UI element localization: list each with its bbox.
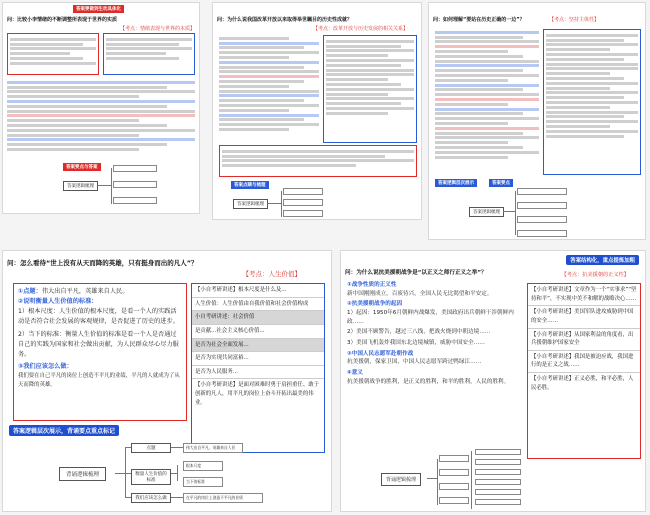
n1: 【小自考研讲述】文章作为一个“实事求”“坚持和平”，不实现中美不和解的战略决心…… — [528, 284, 640, 306]
panel-top-right — [428, 2, 646, 240]
l2: 新中国刚刚成立，百废待兴，全国人民无比渴望和平安定。 — [347, 290, 493, 297]
panel2-mindmap-center: 答案逻辑梳理 — [233, 199, 268, 209]
panel1-note-box — [103, 33, 195, 75]
note-1: 【小自考研讲述】根本尺度是什么及... — [192, 284, 324, 298]
panel-bottom-right — [340, 250, 646, 512]
l5: 2）美国不顾警告，越过三八线，把战火烧到中朝边境…… — [347, 329, 491, 336]
panel2-question: 问：为什么说我国改革开放以来取得举世瞩目的历史性成就？ — [217, 17, 353, 23]
note-7: 是否为人民服务... — [192, 366, 324, 380]
panel2-tag-bottom: 答案点睛与梳理 — [231, 181, 269, 189]
p5-label: ③我们应该怎么做： — [18, 363, 73, 371]
mm-leaf-b2: 当下的标准 — [183, 477, 223, 487]
panel1-answer-box — [7, 33, 99, 75]
panel5-mm-leaf — [439, 497, 469, 504]
panel1-kaodian: 【考点：情绪表现与世界的本质】 — [119, 26, 195, 32]
panel5-mm-subleaf — [475, 469, 521, 475]
panel2-mm-leaf — [283, 188, 323, 195]
n3: 【小自考研讲述】从国家利益的角度看，出兵援朝维护国家安全 — [528, 329, 640, 351]
l6: 3）美国飞机轰炸我国东北边境城镇，威胁中国安全…… — [347, 339, 485, 346]
mm-node-c: 我们应该怎么做 — [131, 493, 171, 503]
panel4-kaodian: 【考点：人生价值】 — [242, 270, 301, 278]
note-8: 【小自考研讲述】是面对困难时勇于肩担重任、敢于创新的凡人，用平凡的岗位上奋斗开拓出最美的伟业。 — [195, 382, 319, 406]
panel1-mm-leaf — [113, 165, 157, 172]
tag-top: 答案要做到生动具体化 — [73, 5, 124, 13]
note-2: 人生价值：人生价值由自我价值和社会价值构成 — [192, 298, 324, 312]
panel3-mm-leaf — [517, 216, 567, 223]
panel5-mm-leaf — [439, 483, 469, 490]
panel5-mm-subleaf — [475, 499, 521, 505]
panel-bottom-left — [2, 250, 332, 512]
p3-text: 1）根本尺度：人生价值的根本尺度，是看一个人的实践活动是否符合社会发展的客观规律，是否促进了历史的进步。 — [18, 307, 179, 325]
p4-text: 2）当下的标准：衡量人生价值的标准是看一个人是否通过自己的实践为国家和社会做出贡献，为人民群众尽心尽力服务。 — [18, 330, 179, 358]
panel1-question: 问：比较小李情绪的不断调整所表现于世界的实质 — [7, 17, 118, 23]
l9: ④意义 — [347, 369, 363, 376]
panel5-kaodian: 【考点：抗美援朝的正义性】 — [561, 272, 629, 278]
panel4-question: 问：怎么看待“世上没有从天而降的英雄，只有挺身而出的凡人”？ — [7, 259, 198, 267]
n4: 【小自考研讲述】我国是被迫应战，我国进行的是正义之战…… — [528, 351, 640, 373]
panel5-mm-leaf — [439, 469, 469, 476]
panel3-mm-leaf — [517, 230, 567, 237]
panel5-question: 问：为什么说抗美援朝战争是“以正义之师行正义之举”？ — [345, 270, 487, 276]
n2: 【小自考研讲述】美国军队进攻威胁到中国的安全…… — [528, 306, 640, 328]
tag-bottom: 答案要点与答案 — [63, 163, 101, 171]
panel-top-left — [2, 2, 200, 214]
panel1-body — [7, 79, 195, 153]
panel5-mm-subleaf — [475, 459, 521, 465]
panel3-mindmap-center: 答案逻辑梳理 — [469, 207, 504, 217]
mm-leaf-a1: 伟大出自平凡，英雄来自人民 — [183, 443, 243, 453]
panel2-note-box — [323, 35, 417, 143]
panel5-mm-subleaf — [475, 449, 521, 455]
l3: ②抗美援朝战争的起因 — [347, 301, 403, 308]
panel4-answer-box — [13, 283, 187, 421]
panel2-summary-box — [219, 145, 417, 177]
note-4: 是贡献...社会主义核心价值... — [192, 325, 324, 339]
n5: 【小自考研讲述】正义必胜，和平必胜，人民必胜。 — [531, 376, 634, 391]
note-3: 小自考研讲述：社会价值 — [192, 311, 324, 325]
panel3-tag-bottom-2: 答案要点 — [489, 179, 513, 187]
p2-label: ②说明衡量人生价值的标准： — [18, 297, 98, 305]
panel-top-middle — [212, 2, 422, 220]
mm-leaf-b1: 根本尺度 — [183, 461, 223, 471]
note-6: 是否为实现共同富裕... — [192, 352, 324, 366]
panel5-mm-subleaf — [475, 479, 521, 485]
panel5-mm-subleaf — [475, 489, 521, 495]
panel1-mm-leaf — [113, 197, 157, 204]
panel5-body — [347, 281, 523, 386]
panel3-tag-bottom-1: 答案逻辑层次展示 — [435, 179, 477, 187]
panel4-notes-box — [191, 283, 325, 453]
p1-text: 伟大出自平凡，英雄来自人民。 — [41, 288, 129, 295]
l4: 1）起因：1950年6月朝鲜内战爆发，美国政府出兵朝鲜干涉朝鲜内政…… — [347, 309, 514, 325]
mm-leaf-c1: 在平凡的岗位上创造不平凡的业绩 — [183, 493, 263, 503]
panel3-body-left — [435, 29, 539, 160]
panel5-mindmap-center: 背诵逻辑梳理 — [381, 473, 421, 486]
panel1-mindmap-center: 答案逻辑梳理 — [63, 181, 98, 191]
panel4-mindmap-center: 背诵逻辑梳理 — [59, 467, 106, 481]
panel3-question: 问：如何理解“要站在历史正确的一边”？ — [433, 17, 525, 23]
p5-text: 我们要在自己平凡的岗位上创造不平凡的业绩，平凡的人就成为了从天而降的英雄。 — [18, 373, 180, 389]
panel5-notes-box — [527, 283, 641, 459]
panel3-mm-leaf — [517, 202, 567, 209]
panel2-body-left — [219, 35, 319, 133]
panel3-kaodian: 【考点：坚持主体性】 — [549, 17, 600, 23]
note-5: 是否为社会全面发展... — [192, 339, 324, 353]
panel5-tag-top: 答案结构化，重点提炼加粗 — [566, 255, 639, 265]
l8: 抗美援朝，保家卫国，中国人民志愿军跨过鸭绿江…… — [347, 359, 482, 366]
panel2-mm-leaf — [283, 199, 323, 206]
panel4-tag-bottom: 答案逻辑层次展示，背诵要点重点标记 — [9, 425, 119, 436]
p1-label: ①点题： — [18, 288, 42, 295]
panel3-mm-leaf — [517, 188, 567, 195]
panel3-note-box — [543, 29, 641, 175]
mm-node-b: 衡量人生价值的标准 — [131, 469, 171, 485]
panel5-mm-leaf — [439, 455, 469, 462]
l1: ①战争性质的正义性 — [347, 282, 397, 288]
panel2-mm-leaf — [283, 210, 323, 217]
panel2-kaodian: 【考点：改革开放与历史发展的相关关系】 — [313, 26, 409, 32]
panel1-mm-leaf — [113, 181, 157, 188]
l7: ③中国人民志愿军赴朝作战 — [347, 350, 414, 357]
mm-node-a: 点题 — [131, 443, 171, 453]
l10: 抗美援朝战争的胜利，是正义的胜利，和平的胜利，人民的胜利。 — [347, 378, 510, 385]
